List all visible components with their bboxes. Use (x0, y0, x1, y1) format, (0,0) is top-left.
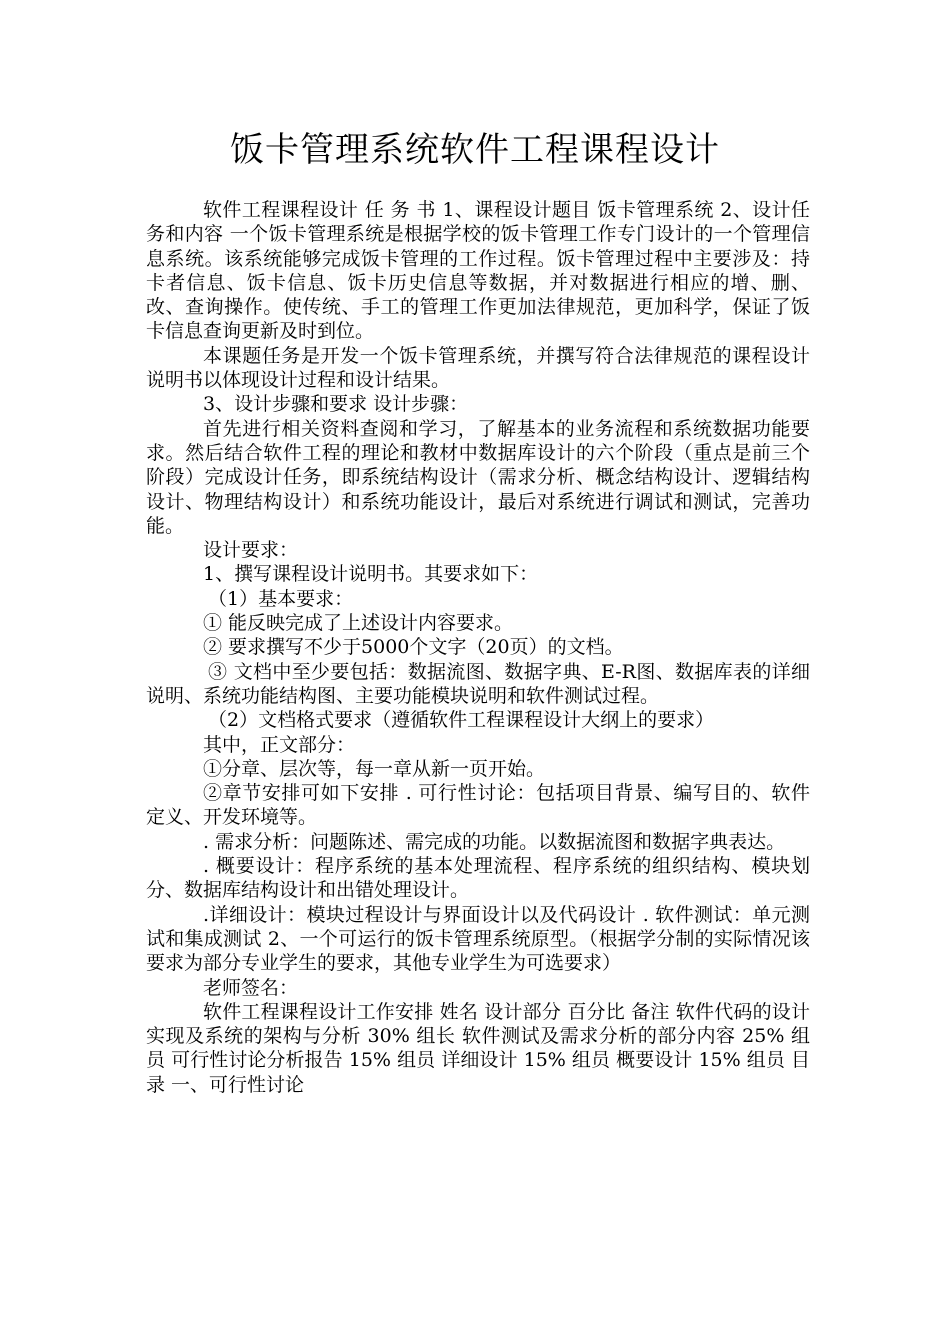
paragraph-detailed-design: .详细设计：模块过程设计与界面设计以及代码设计 . 软件测试：单元测试和集成测试 2、一个可运行的饭卡管理系统原型。（根据学分制的实际情况该要求为部分专业学生的要求，其他专业学生为可选要求） (146, 903, 810, 975)
paragraph-requirement-1: 1、撰写课程设计说明书。其要求如下： (203, 563, 539, 586)
document-body (146, 198, 810, 1097)
paragraph-steps-heading: 3、设计步骤和要求 设计步骤： (203, 393, 469, 416)
paragraph-work-arrangement: 软件工程课程设计工作安排 姓名 设计部分 百分比 备注 软件代码的设计实现及系统的架构与分析 30% 组长 软件测试及需求分析的部分内容 25% 组员 可行性讨论分析报告 15% 组员 详细设计 15% 组员 概要设计 15% 组员 目录 一、可行性讨论 (146, 1000, 810, 1096)
paragraph-requirement-analysis: . 需求分析：问题陈述、需完成的功能。以数据流图和数据字典表达。 (203, 830, 786, 853)
paragraph-outline-design: . 概要设计：程序系统的基本处理流程、程序系统的组织结构、模块划分、数据库结构设计和出错处理设计。 (146, 855, 810, 902)
paragraph-basic-requirements: （1）基本要求： (208, 587, 354, 610)
paragraph-task-goal: 本课题任务是开发一个饭卡管理系统，并撰写符合法律规范的课程设计说明书以体现设计过程和设计结果。 (146, 344, 810, 392)
paragraph-requirements-heading: 设计要求： (203, 539, 299, 562)
paragraph-steps: 首先进行相关资料查阅和学习，了解基本的业务流程和系统数据功能要求。然后结合软件工程的理论和教材中数据库设计的六个阶段（重点是前三个阶段）完成设计任务，即系统结构设计（需求分析、概念结构设计、逻辑结构设计、物理结构设计）和系统功能设计，最后对系统进行调试和测试，完善功能。 (146, 417, 810, 537)
paragraph-task-book: 软件工程课程设计 任 务 书 1、课程设计题目 饭卡管理系统 2、设计任务和内容 一个饭卡管理系统是根据学校的饭卡管理工作专门设计的一个管理信息系统。该系统能够完成饭卡管理的工作过程。饭卡管理过程中主要涉及：持卡者信息、饭卡信息、饭卡历史信息等数据，并对数据进行相应的增、删、改、查询操作。使传统、手工的管理工作更加法律规范，更加科学，保证了饭卡信息查询更新及时到位。 (146, 199, 810, 343)
paragraph-chapters: ①分章、层次等，每一章从新一页开始。 (203, 757, 546, 780)
paragraph-chapter-arrangement: ②章节安排可如下安排 . 可行性讨论：包括项目背景、编写目的、软件定义、开发环境等。 (146, 782, 810, 829)
document-title: 饭卡管理系统软件工程课程设计 (230, 130, 720, 170)
paragraph-basic-item-2: ② 要求撰写不少于5000个文字（20页）的文档。 (203, 636, 624, 659)
paragraph-basic-item-1: ① 能反映完成了上述设计内容要求。 (203, 612, 514, 635)
paragraph-teacher-signature: 老师签名： (203, 976, 299, 999)
paragraph-main-text: 其中，正文部分： (203, 733, 356, 756)
paragraph-basic-item-3: ③ 文档中至少要包括：数据流图、数据字典、E-R图、数据库表的详细 说明、系统功能结构图、主要功能模块说明和软件测试过程。 (146, 660, 810, 707)
paragraph-format-requirements: （2）文档格式要求（遵循软件工程课程设计大纲上的要求） (208, 709, 715, 732)
